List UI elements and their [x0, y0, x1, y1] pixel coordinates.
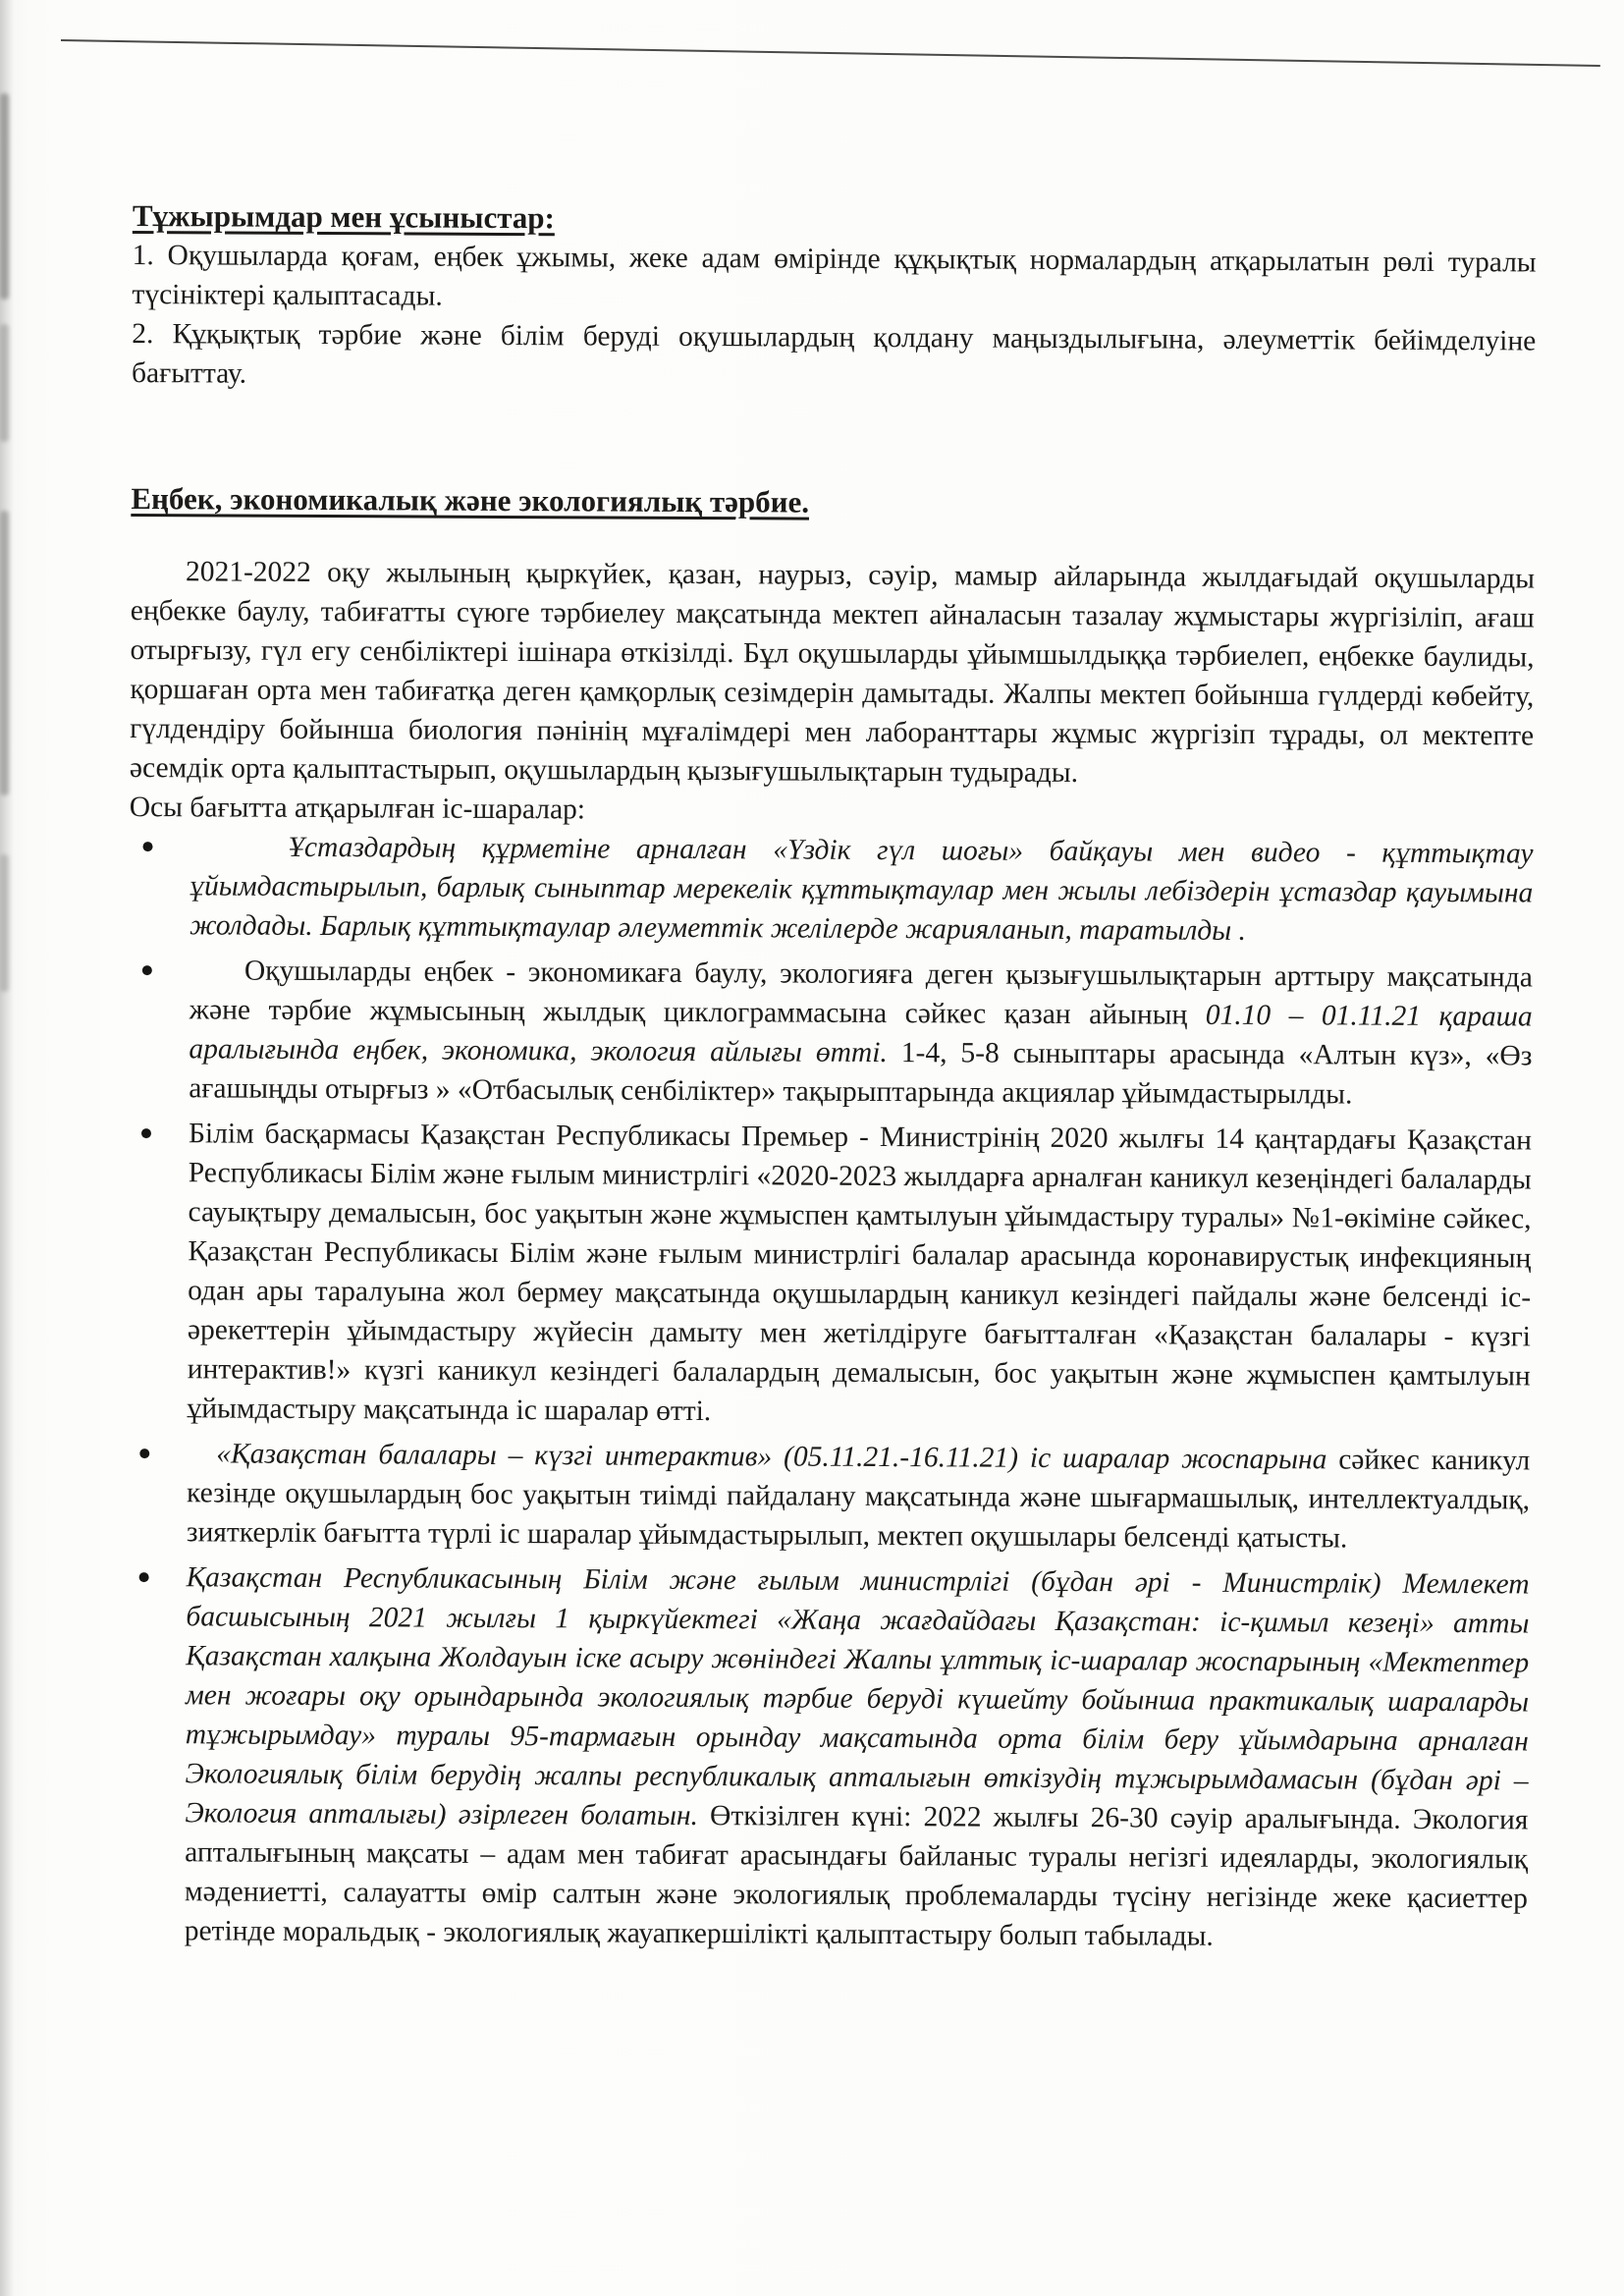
bullet-dot-icon: [143, 842, 153, 851]
bullet-dot-icon: [139, 1572, 149, 1582]
activities-label: Осы бағытта атқарылған іс-шаралар:: [129, 791, 586, 826]
text-run: Ұстаздардың құрметіне арналған «Үздік гүл шоғы» байқауы мен видео - құттықтау ұйымдастырылып, барлық сыныптар мерекелік құттықтаулар мен жылы лебіздерін ұстаздар қауымына жолдады. Барлық құттықтаулар әлеуметтік желілерде жарияланып, таратылды .: [189, 831, 1534, 947]
document-body: [124, 196, 1537, 1963]
scan-smudge: [0, 93, 9, 300]
bullet-dot-icon: [141, 1128, 151, 1138]
bullet-item-3: [126, 1114, 1532, 1435]
bullet-item-1: [129, 827, 1534, 952]
bullet-dot-icon: [142, 965, 152, 975]
section-gap: [131, 393, 1535, 486]
text-run: 1-4, 5-8 сыныптары арасында «Алтын күз», «Өз ағашыңды отырғыз » «Отбасылық сенбіліктер» тақырыптарында акциялар ұйымдастырылды.: [189, 1037, 1533, 1111]
intro-paragraph: 2021-2022 оқу жылының қыркүйек, қазан, наурыз, сәуір, мамыр айларында жылдағыдай оқушыларды еңбекке баулу, табиғатты сүюге тәрбиелеу мақсатында мектеп айналасын тазалау жұмыстары жүргізіліп, ағаш отырғызу, гүл егу сенбіліктері ішінара өткізілді. Бұл оқушыларды ұйымшылдыққа тәрбиелеп, еңбекке баулиды, қоршаған орта мен табиғатқа деген қамқорлық сезімдерін дамытады. Жалпы мектеп бойынша гүлдерді көбейту, гүлдендіру бойынша биология пәнінің мұғалімдері мен лаборанттары жұмыс жүргізіп тұрады, ол мектепте әсемдік орта қалыптастырып, оқушылардың қызығушылықтарын тудырады.: [129, 556, 1536, 790]
text-run: сәйкес каникул кезінде оқушылардың бос уақытын тиімді пайдалану мақсатында және шығармашылық, интеллектуалдық, зияткерлік бағытта түрлі іс шаралар ұйымдастырылып, мектеп оқушылары белсенді қатысты.: [186, 1444, 1531, 1555]
text-run: Қазақстан Республикасының Білім және ғылым министрлігі (бұдан әрі - Министрлік) Мемлекет басшысының 2021 жылғы 1 қыркүйектегі «Жаңа жағдайдағы Қазақстан: іс-қимыл кезеңі» атты Қазақстан халқына Жолдауын іске асыру жөніндегі Жалпы ұлттық іс-шаралар жоспарының «Мектептер мен жоғары оқу орындарында экологиялық тәрбие беруді күшейту бойынша практикалық шараларды тұжырымдау» туралы 95-тармағын орындау мақсатында орта білім беру ұйымдарына арналған Экологиялық білім берудің жалпы республикалық апталығын өткізудің тұжырымдамасын (бұдан әрі – Экология апталығы) әзірлеген болатын.: [185, 1561, 1530, 1832]
bullet-item-4: [126, 1434, 1531, 1558]
bullet-item-2: [128, 951, 1533, 1115]
page-top-scan-line: [61, 39, 1600, 67]
conclusions-section-title: Тұжырымдар мен ұсыныстар:: [132, 197, 556, 236]
text-run: Оқушыларды еңбек - экономикаға баулу, экологияға деген қызығушылықтарын арттыру мақсатында және тәрбие жұмысының жылдық циклограммасына сәйкес қазан айының: [189, 955, 1533, 1031]
text-run: Білім басқармасы Қазақстан Республикасы Премьер - Министрінің 2020 жылғы 14 қаңтардағы Қазақстан Республикасы Білім және ғылым министрлігі «2020-2023 жылдарға арналған каникул кезеңіндегі балаларды сауықтыру демалысын, бос уақытын және жұмыспен қамтылуын ұйымдастыру туралы» №1-өкіміне сәйкес, Қазақстан Республикасы Білім және ғылым министрлігі балалар арасында коронавирустық инфекцияның одан ары таралуына жол бермеу мақсатында оқушылардың каникул кезіндегі пайдалы және белсенді іс-әрекеттерін ұйымдастыру жүйесін дамыту мен жетілдіруге бағытталған «Қазақстан балалары - күзгі интерактив!» күзгі каникул кезіндегі балалардың демалысын, бос уақытын және жұмыспен қамтылуын ұйымдастыру мақсатында іс шаралар өтті.: [187, 1118, 1533, 1428]
text-run: «Қазақстан балалары – күзгі интерактив» (05.11.21.-16.11.21) іс шаралар жоспарына: [216, 1438, 1327, 1476]
bullet-dot-icon: [139, 1449, 149, 1458]
scan-smudge: [0, 854, 9, 992]
bullet-item-5: [124, 1558, 1530, 1957]
conclusion-item-2: 2. Құқықтық тәрбие және білім беруді оқушылардың қолдану маңыздылығына, әлеуметтік бейімделуіне бағыттау.: [131, 317, 1537, 390]
scan-smudge: [0, 511, 9, 795]
activities-bullet-list: [124, 827, 1534, 1957]
labour-ecology-section-title: Еңбек, экономикалық және экологиялық тәрбие.: [131, 480, 810, 519]
text-run: Өткізілген күні: 2022 жылғы 26-30 сәуір аралығында. Экология апталығының мақсаты – адам мен табиғат арасындағы байланыс туралы негізгі идеяларды, экологиялық мәдениетті, салауатты өмір салтын және экологиялық проблемаларды түсіну негізінде жеке қасиеттер ретінде моральдық - экологиялық жауапкершілікті қалыптастыру болып табылады.: [184, 1800, 1529, 1952]
conclusion-item-1: 1. Оқушыларда қоғам, еңбек ұжымы, жеке адам өмірінде құқықтық нормалардың атқарылатын рөлі туралы түсініктері қалыптасады.: [132, 239, 1537, 312]
text-run: 01.10 – 01.11.21 қараша аралығында еңбек, экономика, экология айлығы өтті.: [189, 999, 1533, 1069]
scan-smudge: [0, 324, 9, 442]
